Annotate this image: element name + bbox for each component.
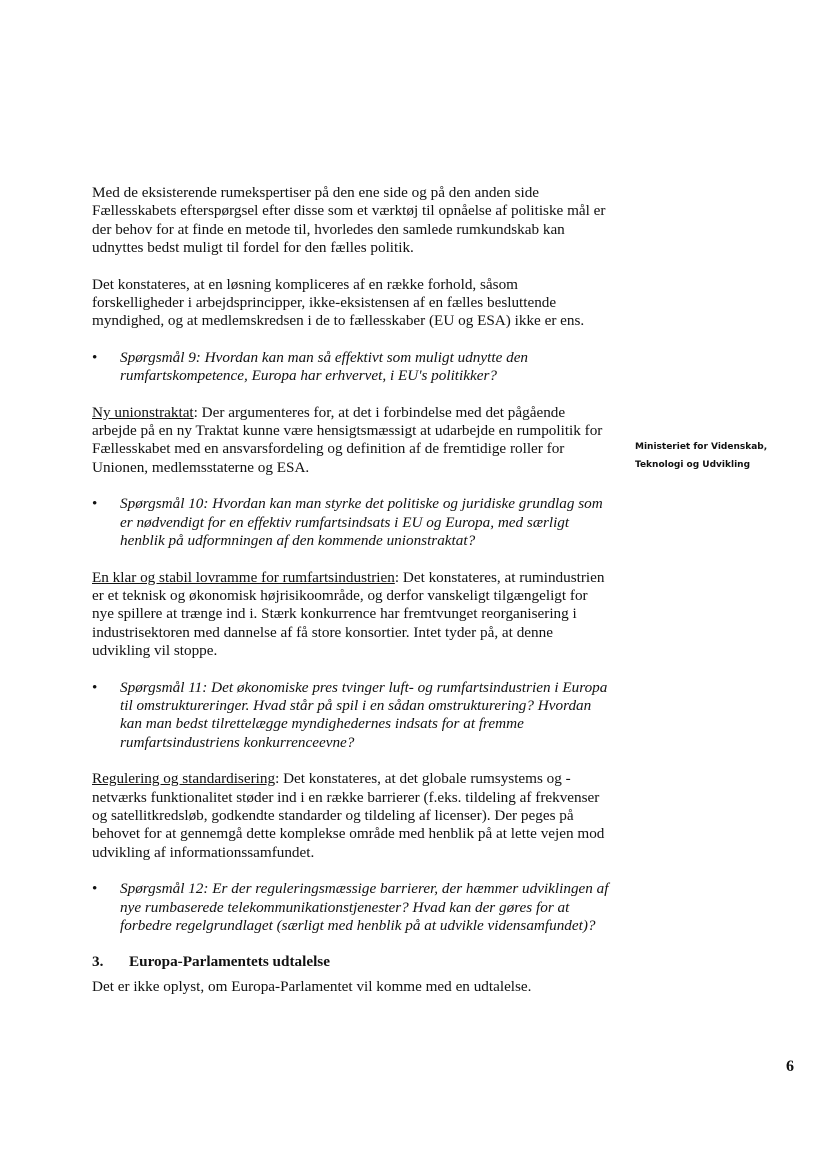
question-11 — [92, 679, 612, 753]
paragraph: Det konstateres, at en løsning kompliceres af en række forhold, såsom forskelligheder i arbejdsprincipper, ikke-eksistensen af en fælles besluttende myndighed, og at medlemskredsen i de to fællesskaber (EU og ESA) ikke er ens. — [92, 275, 585, 330]
question-10 — [92, 495, 612, 550]
section-number: 3. — [92, 953, 104, 971]
paragraph — [92, 569, 612, 661]
paragraph-heading: Regulering og standardisering — [92, 770, 276, 788]
bullet-icon: • — [92, 348, 98, 366]
paragraph — [92, 770, 612, 862]
question-text: Spørgsmål 11: Det økonomiske pres tvinger luft- og rumfartsindustrien i Europa til omstruktureringer. Hvad står på spil i en sådan omstrukturering? Hvordan kan man bedst tilrettelægge myndighedernes indsats for at fremme rumfartsindustriens konkurrenceevne? — [120, 678, 608, 751]
sidenote-line: Ministeriet for Videnskab, — [635, 442, 768, 452]
document-body — [92, 184, 612, 1014]
page-number: 6 — [786, 1058, 794, 1075]
sidenote-line: Teknologi og Udvikling — [635, 460, 751, 470]
paragraph: Det er ikke oplyst, om Europa-Parlamentet vil komme med en udtalelse. — [92, 977, 532, 995]
bullet-icon: • — [92, 678, 98, 696]
paragraph-text: : Der argumenteres for, at det i forbindelse med det pågående arbejde på en ny Traktat kunne være hensigtsmæssigt at udarbejde en rumpolitik for Fællesskabet med en ansvarsfordeling og definition af de fremtidige roller for Unionen, medlemsstaterne og ESA. — [92, 403, 603, 476]
paragraph — [92, 404, 612, 478]
paragraph-heading: En klar og stabil lovramme for rumfartsindustrien — [92, 568, 395, 586]
paragraph-text: : Det konstateres, at det globale rumsystems og -netværks funktionalitet støder ind i en række barrierer (f.eks. tildeling af frekvenser og satellitkredsløb, godkendte standarder og tildeling af licenser). Der peges på behovet for at gennemgå dette komplekse område med henblik på at lette vejen mod udvikling af informationssamfundet. — [92, 770, 605, 861]
paragraph-heading: Ny unionstraktat — [92, 403, 194, 421]
paragraph-text: : Det konstateres, at rumindustrien er et teknisk og økonomisk højrisikoområde, og derfor vanskeligt tilgængeligt for nye spillere at trænge ind i. Stærk konkurrence har fremtvunget reorganisering i industrisektoren med dannelse af få store konsortier. Intet tyder på, at denne udvikling vil stoppe. — [92, 568, 605, 660]
question-text: Spørgsmål 9: Hvordan kan man så effektivt som muligt udnytte den rumfartskompetence, Europa har erhvervet, i EU's politikker? — [120, 348, 529, 385]
bullet-icon: • — [92, 495, 98, 513]
ministry-sidenote — [635, 438, 815, 474]
bullet-icon: • — [92, 880, 98, 898]
section-heading — [92, 953, 612, 971]
question-9 — [92, 349, 612, 386]
question-text: Spørgsmål 12: Er der reguleringsmæssige barrierer, der hæmmer udviklingen af nye rumbaserede telekommunikationstjenester? Hvad kan der gøres for at forbedre regelgrundlaget (særligt med henblik på at udvikle vidensamfundet)? — [120, 880, 609, 934]
question-text: Spørgsmål 10: Hvordan kan man styrke det politiske og juridiske grundlag som er nødvendigt for en effektiv rumfartsindsats i EU og Europa, med særligt henblik på udformningen af den kommende unionstraktat? — [120, 495, 603, 550]
question-12 — [92, 880, 612, 935]
section-title: Europa-Parlamentets udtalelse — [129, 953, 330, 971]
paragraph: Med de eksisterende rumekspertiser på den ene side og på den anden side Fællesskabets efterspørgsel efter disse som et værktøj til opnåelse af politiske mål er der behov for at finde en metode til, hvorledes den samlede rumkundskab kan udnyttes bedst muligt til fordel for den fælles politik. — [92, 184, 606, 257]
